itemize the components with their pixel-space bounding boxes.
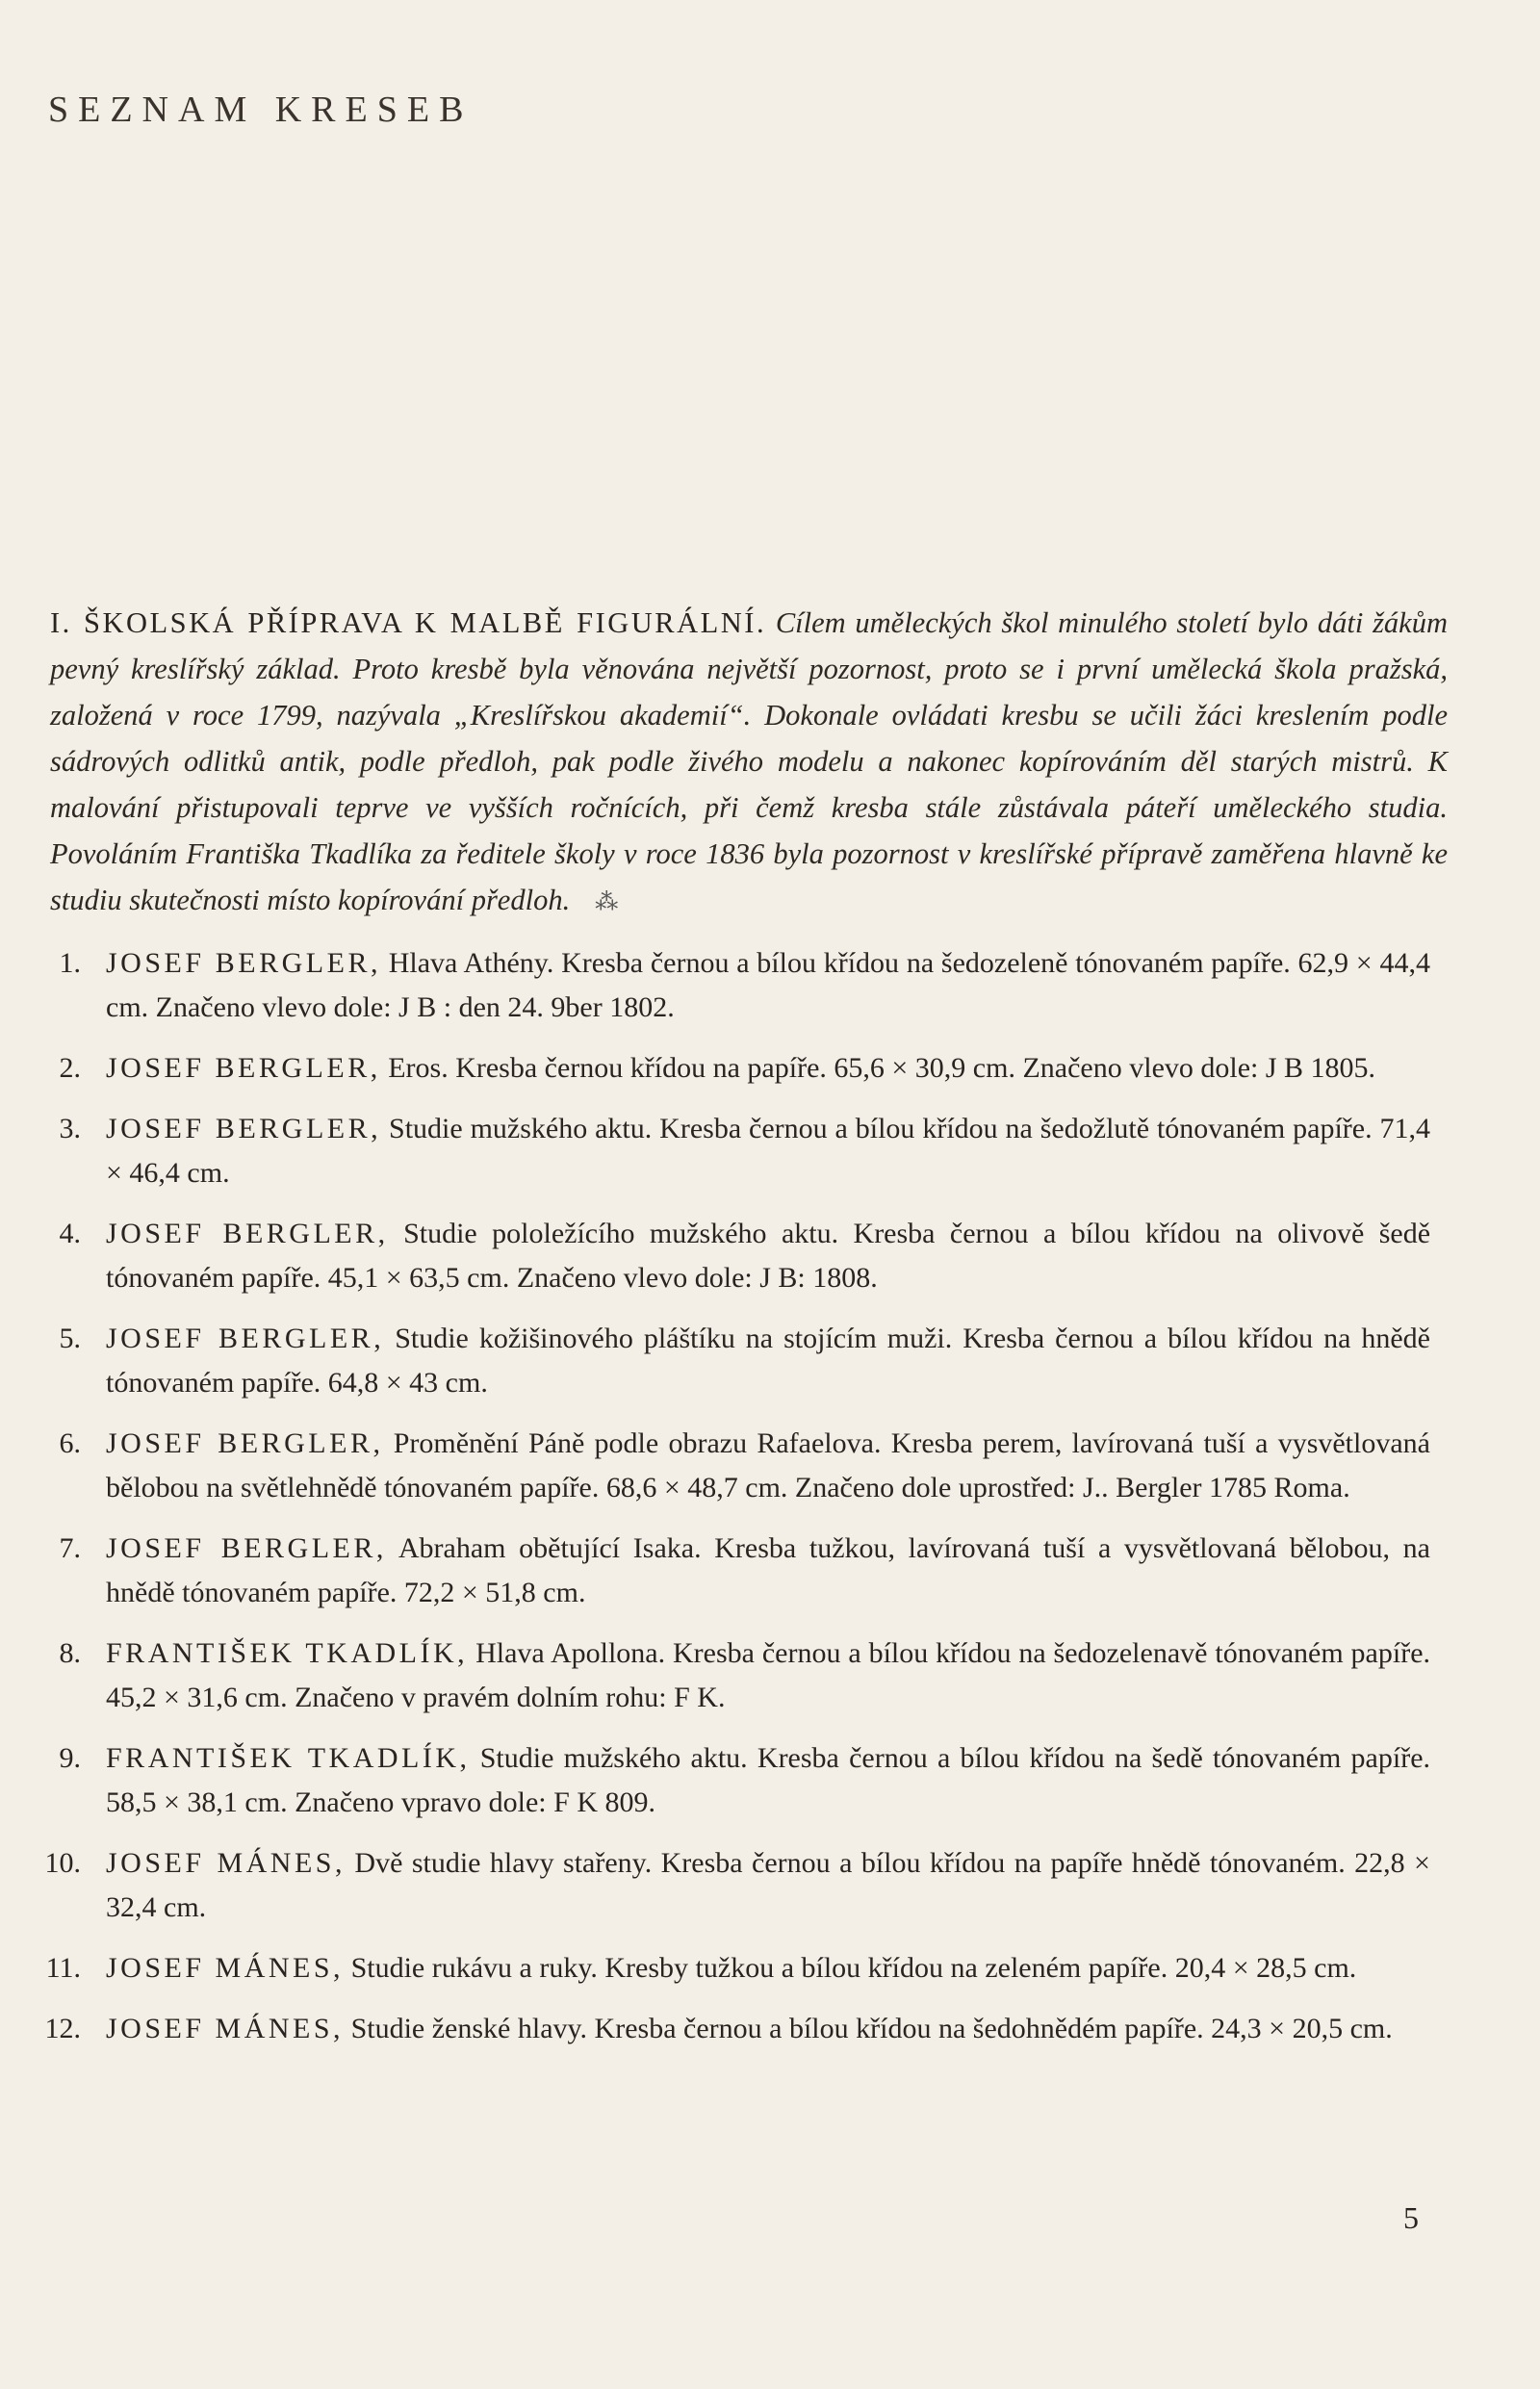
page-number: 5 [1403,2200,1419,2235]
entry-number: 3. [59,1113,81,1144]
list-item [0,1841,1540,1930]
section-title: I. ŠKOLSKÁ PŘÍPRAVA K MALBĚ FIGURÁLNÍ. [50,605,767,639]
entry-description: Eros. Kresba černou křídou na papíře. 65,6 × 30,9 cm. Značeno vlevo dole: J B 1805. [388,1052,1376,1084]
entry-artist: JOSEF MÁNES, [106,2013,345,2044]
entry-description: Proměnění Páně podle obrazu Rafaelova. Kresba perem, lavírovaná tuší a vysvětlovaná bělobou na světlehnědě tónovaném papíře. 68,6 × 48,7 cm. Značeno dole uprostřed: J.. Bergler 1785 Roma. [106,1427,1430,1503]
section-text: Cílem uměleckých škol minulého století bylo dáti žákům pevný kreslířský základ. Proto kresbě byla věnována největší pozornost, proto se i první umělecká škola pražská, založená v roce 1799, nazývala „Kreslířskou akademií“. Dokonale ovládati kresbu se učili žáci kreslením podle sádrových odlitků antik, podle předloh, pak podle živého modelu a nakonec kopírováním děl starých mistrů. K malování přistupovali teprve ve vyšších ročnících, při čemž kresba stále zůstávala páteří uměleckého studia. Povoláním Františka Tkadlíka za ředitele školy v roce 1836 byla pozornost v kreslířské přípravě zaměřena hlavně ke studiu skutečnosti místo kopírování předloh. [50,605,1448,916]
entry-description: Studie kožišinového pláštíku na stojícím muži. Kresba černou a bílou křídou na hnědě tónovaném papíře. 64,8 × 43 cm. [106,1323,1431,1399]
list-item [0,1046,1540,1091]
entry-body [106,1317,1430,1405]
entry-artist: JOSEF MÁNES, [106,1952,345,1984]
list-item [0,1107,1540,1195]
entry-body [106,1631,1430,1720]
entry-number: 7. [59,1532,81,1564]
entry-description: Abraham obětující Isaka. Kresba tužkou, lavírovaná tuší a vysvětlovaná bělobou, na hnědě tónovaném papíře. 72,2 × 51,8 cm. [106,1532,1430,1608]
entry-body [106,1046,1430,1091]
entry-body [106,1736,1430,1825]
entry-description: Studie mužského aktu. Kresba černou a bílou křídou na šedě tónovaném papíře. 58,5 × 38,1 cm. Značeno vpravo dole: F K 809. [106,1742,1431,1818]
entry-number: 12. [44,2013,81,2044]
entry-description: Studie pololežícího mužského aktu. Kresba černou a bílou křídou na olivově šedě tónovaném papíře. 45,1 × 63,5 cm. Značeno vlevo dole: J B: 1808. [106,1218,1431,1294]
entry-artist: JOSEF BERGLER, [106,1323,385,1354]
list-item [0,1317,1540,1405]
entry-body [106,1527,1430,1615]
list-item [0,1736,1540,1825]
entry-number: 6. [59,1427,81,1459]
section-intro [50,600,1448,926]
entry-number: 11. [45,1952,81,1984]
entry-body [106,1841,1430,1930]
list-item [0,1527,1540,1615]
entry-description: Hlava Athény. Kresba černou a bílou křídou na šedozeleně tónovaném papíře. 62,9 × 44,4 cm. Značeno vlevo dole: J B : den 24. 9ber 1802. [106,947,1430,1023]
list-item [0,1422,1540,1510]
entry-artist: JOSEF MÁNES, [106,1847,346,1879]
entry-number: 10. [44,1847,81,1879]
entry-body [106,1107,1430,1195]
entry-body [106,2007,1430,2051]
entry-body [106,1212,1430,1300]
list-item [0,1946,1540,1991]
entry-number: 8. [59,1637,81,1669]
entry-number: 2. [59,1052,81,1084]
entry-description: Hlava Apollona. Kresba černou a bílou křídou na šedozelenavě tónovaném papíře. 45,2 × 31,6 cm. Značeno v pravém dolním rohu: F K. [106,1637,1431,1713]
page-heading: SEZNAM KRESEB [48,90,474,130]
entry-description: Studie ženské hlavy. Kresba černou a bílou křídou na šedohnědém papíře. 24,3 × 20,5 cm. [350,2013,1393,2044]
ornament-mark: ⁂ [595,889,619,915]
entry-artist: FRANTIŠEK TKADLÍK, [106,1637,469,1669]
entry-artist: FRANTIŠEK TKADLÍK, [106,1742,471,1774]
entry-description: Studie rukávu a ruky. Kresby tužkou a bílou křídou na zeleném papíře. 20,4 × 28,5 cm. [350,1952,1357,1984]
entry-number: 4. [59,1218,81,1249]
entry-number: 9. [59,1742,81,1774]
entry-description: Studie mužského aktu. Kresba černou a bílou křídou na šedožlutě tónovaném papíře. 71,4 × 46,4 cm. [106,1113,1431,1189]
list-item [0,1212,1540,1300]
entry-artist: JOSEF BERGLER, [106,1218,389,1249]
entry-number: 5. [59,1323,81,1354]
entry-artist: JOSEF BERGLER, [106,1532,387,1564]
list-item [0,941,1540,1030]
list-item [0,1631,1540,1720]
entry-description: Dvě studie hlavy stařeny. Kresba černou a bílou křídou na papíře hnědě tónovaném. 22,8 × 32,4 cm. [106,1847,1430,1923]
entry-artist: JOSEF BERGLER, [106,1113,382,1144]
drawing-list [0,941,1540,2068]
entry-artist: JOSEF BERGLER, [106,947,381,979]
entry-body [106,1946,1430,1991]
list-item [0,2007,1540,2051]
entry-body [106,941,1430,1030]
entry-body [106,1422,1430,1510]
entry-artist: JOSEF BERGLER, [106,1052,381,1084]
entry-artist: JOSEF BERGLER, [106,1427,384,1459]
entry-number: 1. [59,947,81,979]
